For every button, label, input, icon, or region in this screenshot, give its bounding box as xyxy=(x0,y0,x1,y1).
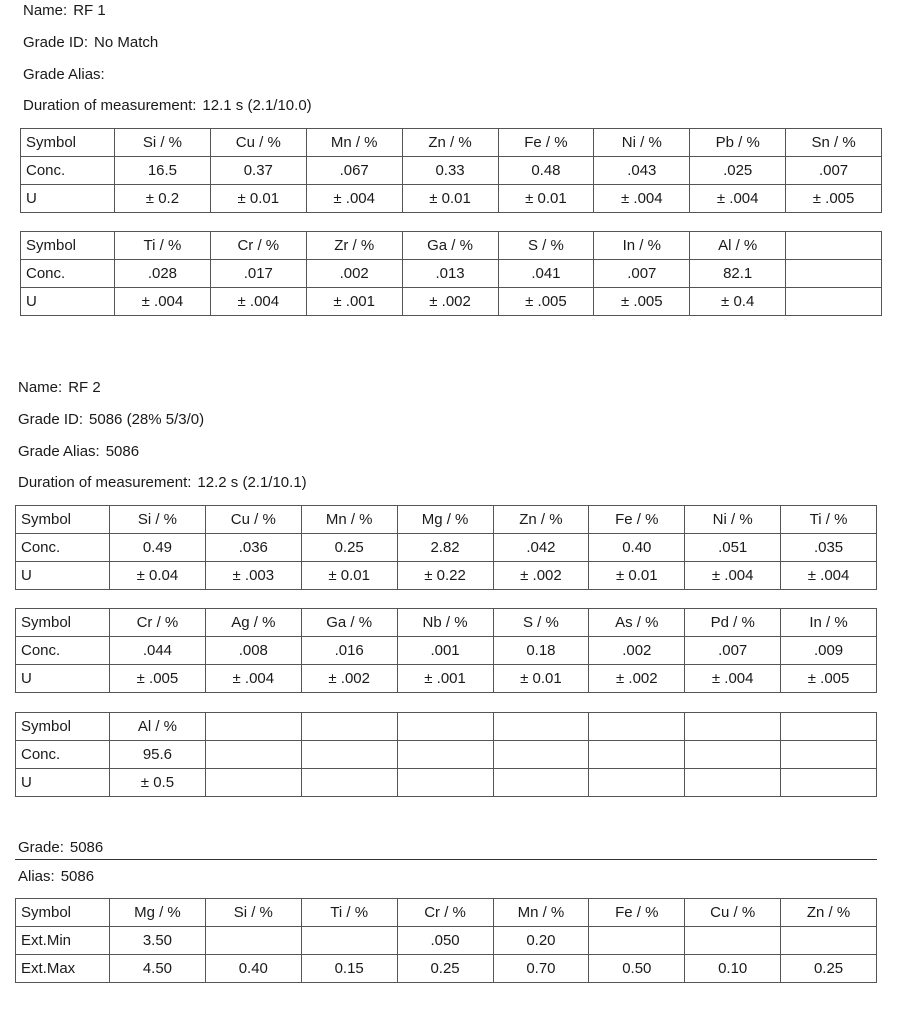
table-cell: 0.15 xyxy=(301,955,397,983)
table-cell: ± .002 xyxy=(589,665,685,693)
table-cell: Ga / % xyxy=(301,609,397,637)
table-cell xyxy=(301,769,397,797)
table-cell: .002 xyxy=(306,260,402,288)
table-row xyxy=(16,927,877,955)
table-cell xyxy=(493,713,589,741)
duration-value: 12.1 s (2.1/10.0) xyxy=(202,97,312,114)
table-cell: .009 xyxy=(781,637,877,665)
table-cell: Ni / % xyxy=(594,129,690,157)
rf2-results-table-1 xyxy=(15,505,877,590)
alias-label: Alias: xyxy=(18,868,55,885)
table-cell: U xyxy=(16,665,110,693)
table-cell: Conc. xyxy=(16,741,110,769)
table-cell: .007 xyxy=(594,260,690,288)
table-cell: 0.25 xyxy=(781,955,877,983)
grade-id-value: No Match xyxy=(94,34,159,51)
rf1-name-line xyxy=(23,2,106,19)
table-cell: .002 xyxy=(589,637,685,665)
table-row xyxy=(21,157,882,185)
table-cell: .016 xyxy=(301,637,397,665)
table-cell: U xyxy=(21,288,115,316)
table-cell: ± .004 xyxy=(210,288,306,316)
rf1-grade-line xyxy=(23,34,158,51)
table-cell: Ga / % xyxy=(402,232,498,260)
table-cell xyxy=(205,769,301,797)
table-cell: Al / % xyxy=(690,232,786,260)
table-cell: Al / % xyxy=(110,713,206,741)
name-label: Name: xyxy=(23,2,68,19)
table-cell: 4.50 xyxy=(110,955,206,983)
grade-id-label: Grade ID: xyxy=(18,411,84,428)
table-cell: ± .004 xyxy=(594,185,690,213)
table-cell: Pb / % xyxy=(690,129,786,157)
table-cell: Symbol xyxy=(21,232,115,260)
table-cell: 3.50 xyxy=(110,927,206,955)
table-cell: Pd / % xyxy=(685,609,781,637)
table-cell: Symbol xyxy=(16,506,110,534)
table-row xyxy=(16,637,877,665)
table-cell: .035 xyxy=(781,534,877,562)
table-cell: ± .005 xyxy=(594,288,690,316)
rf2-results-table-3 xyxy=(15,712,877,797)
table-cell: Cr / % xyxy=(397,899,493,927)
table-cell xyxy=(781,713,877,741)
table-cell: Si / % xyxy=(110,506,206,534)
table-cell xyxy=(397,769,493,797)
table-cell xyxy=(781,927,877,955)
table-cell: ± .003 xyxy=(205,562,301,590)
table-cell xyxy=(493,769,589,797)
table-cell: In / % xyxy=(594,232,690,260)
table-cell: Zn / % xyxy=(493,506,589,534)
table-cell: Ext.Max xyxy=(16,955,110,983)
table-cell: Cu / % xyxy=(205,506,301,534)
sample-name: RF 1 xyxy=(73,2,106,19)
table-cell: Fe / % xyxy=(589,506,685,534)
rf1-alias-line xyxy=(23,66,111,83)
table-cell: .025 xyxy=(690,157,786,185)
table-cell: ± 0.22 xyxy=(397,562,493,590)
name-label: Name: xyxy=(18,379,63,396)
duration-label: Duration of measurement: xyxy=(18,474,192,491)
table-cell: ± .004 xyxy=(690,185,786,213)
table-cell: 0.20 xyxy=(493,927,589,955)
table-cell: 0.40 xyxy=(205,955,301,983)
grade-alias-label: Grade Alias: xyxy=(18,443,100,460)
table-cell: .036 xyxy=(205,534,301,562)
table-cell xyxy=(205,741,301,769)
table-cell: .017 xyxy=(210,260,306,288)
table-row xyxy=(16,665,877,693)
table-cell xyxy=(781,769,877,797)
table-cell: .041 xyxy=(498,260,594,288)
table-cell: ± 0.01 xyxy=(402,185,498,213)
table-cell xyxy=(685,713,781,741)
table-cell xyxy=(685,741,781,769)
table-cell: .028 xyxy=(115,260,211,288)
table-cell: 82.1 xyxy=(690,260,786,288)
table-cell: Conc. xyxy=(21,157,115,185)
table-cell xyxy=(589,769,685,797)
table-cell: ± 0.4 xyxy=(690,288,786,316)
table-cell: ± .002 xyxy=(493,562,589,590)
grade-alias-value: 5086 xyxy=(105,443,140,460)
table-cell: .042 xyxy=(493,534,589,562)
table-cell: Mn / % xyxy=(493,899,589,927)
table-cell: Mn / % xyxy=(301,506,397,534)
table-cell: U xyxy=(16,769,110,797)
table-cell xyxy=(205,713,301,741)
grade-value: 5086 xyxy=(69,839,104,856)
table-cell: .067 xyxy=(306,157,402,185)
table-cell: ± .004 xyxy=(205,665,301,693)
table-cell: ± .004 xyxy=(306,185,402,213)
table-cell: ± 0.01 xyxy=(210,185,306,213)
table-cell xyxy=(589,741,685,769)
table-row xyxy=(16,534,877,562)
table-cell: ± .005 xyxy=(786,185,882,213)
table-cell: .044 xyxy=(110,637,206,665)
table-row xyxy=(16,955,877,983)
table-cell: Fe / % xyxy=(589,899,685,927)
table-cell: Cr / % xyxy=(210,232,306,260)
table-cell: Fe / % xyxy=(498,129,594,157)
table-cell: ± 0.01 xyxy=(493,665,589,693)
table-cell: Zr / % xyxy=(306,232,402,260)
table-cell: Si / % xyxy=(115,129,211,157)
grade-line xyxy=(18,839,103,856)
table-cell: .008 xyxy=(205,637,301,665)
alias-line xyxy=(18,868,94,885)
table-row xyxy=(16,713,877,741)
table-cell: Zn / % xyxy=(402,129,498,157)
table-cell: 0.25 xyxy=(397,955,493,983)
table-cell: ± .002 xyxy=(402,288,498,316)
table-cell: ± .001 xyxy=(306,288,402,316)
table-cell: Ti / % xyxy=(115,232,211,260)
table-row xyxy=(21,232,882,260)
table-cell xyxy=(397,741,493,769)
table-cell: ± 0.04 xyxy=(110,562,206,590)
table-cell: ± .004 xyxy=(115,288,211,316)
table-cell: As / % xyxy=(589,609,685,637)
table-cell: S / % xyxy=(498,232,594,260)
table-cell: 0.25 xyxy=(301,534,397,562)
duration-label: Duration of measurement: xyxy=(23,97,197,114)
table-cell: Ni / % xyxy=(685,506,781,534)
duration-value: 12.2 s (2.1/10.1) xyxy=(197,474,307,491)
table-cell: .001 xyxy=(397,637,493,665)
table-cell xyxy=(685,769,781,797)
rf2-grade-line xyxy=(18,411,204,428)
table-cell: Symbol xyxy=(16,609,110,637)
table-cell: 0.18 xyxy=(493,637,589,665)
table-cell: In / % xyxy=(781,609,877,637)
table-cell xyxy=(589,713,685,741)
table-cell xyxy=(493,741,589,769)
grade-divider xyxy=(15,859,877,860)
table-cell xyxy=(397,713,493,741)
table-row xyxy=(16,506,877,534)
table-cell xyxy=(301,713,397,741)
table-cell: 0.33 xyxy=(402,157,498,185)
table-row xyxy=(16,899,877,927)
table-cell xyxy=(205,927,301,955)
table-row xyxy=(21,288,882,316)
table-cell: .043 xyxy=(594,157,690,185)
table-cell: Symbol xyxy=(21,129,115,157)
rf1-results-table-1 xyxy=(20,128,882,213)
table-cell: ± .005 xyxy=(498,288,594,316)
table-cell xyxy=(786,232,882,260)
table-cell: ± 0.01 xyxy=(589,562,685,590)
table-cell: 0.50 xyxy=(589,955,685,983)
table-cell: 95.6 xyxy=(110,741,206,769)
table-cell: Cu / % xyxy=(210,129,306,157)
table-cell: Mg / % xyxy=(110,899,206,927)
table-cell xyxy=(589,927,685,955)
table-cell: Ti / % xyxy=(301,899,397,927)
table-cell xyxy=(781,741,877,769)
table-cell: ± .004 xyxy=(685,665,781,693)
table-cell: .007 xyxy=(786,157,882,185)
sample-name: RF 2 xyxy=(68,379,101,396)
table-cell: Conc. xyxy=(21,260,115,288)
table-cell: 0.40 xyxy=(589,534,685,562)
grade-id-label: Grade ID: xyxy=(23,34,89,51)
table-cell: Symbol xyxy=(16,899,110,927)
table-cell xyxy=(301,927,397,955)
table-cell: 0.10 xyxy=(685,955,781,983)
grade-label: Grade: xyxy=(18,839,64,856)
table-cell: U xyxy=(21,185,115,213)
table-cell: .050 xyxy=(397,927,493,955)
table-cell: Ag / % xyxy=(205,609,301,637)
table-cell: .013 xyxy=(402,260,498,288)
grade-spec-table xyxy=(15,898,877,983)
table-cell: ± 0.5 xyxy=(110,769,206,797)
table-cell xyxy=(685,927,781,955)
table-row xyxy=(21,185,882,213)
table-cell: Sn / % xyxy=(786,129,882,157)
table-cell xyxy=(786,288,882,316)
table-row xyxy=(16,741,877,769)
grade-id-value: 5086 (28% 5/3/0) xyxy=(89,411,205,428)
table-cell: 16.5 xyxy=(115,157,211,185)
table-cell: 0.37 xyxy=(210,157,306,185)
table-cell: Ti / % xyxy=(781,506,877,534)
rf2-duration-line xyxy=(18,474,307,491)
table-cell: .051 xyxy=(685,534,781,562)
table-row xyxy=(16,562,877,590)
table-row xyxy=(21,260,882,288)
table-cell: .007 xyxy=(685,637,781,665)
table-cell: Si / % xyxy=(205,899,301,927)
table-cell: Mn / % xyxy=(306,129,402,157)
table-cell: Nb / % xyxy=(397,609,493,637)
table-row xyxy=(21,129,882,157)
table-cell: ± .005 xyxy=(110,665,206,693)
table-cell: ± .005 xyxy=(781,665,877,693)
rf1-results-table-2 xyxy=(20,231,882,316)
rf1-duration-line xyxy=(23,97,312,114)
table-cell: Zn / % xyxy=(781,899,877,927)
table-cell xyxy=(786,260,882,288)
table-cell: S / % xyxy=(493,609,589,637)
table-row xyxy=(16,769,877,797)
table-cell: Conc. xyxy=(16,637,110,665)
table-cell: Conc. xyxy=(16,534,110,562)
table-cell: ± 0.2 xyxy=(115,185,211,213)
table-cell: 0.70 xyxy=(493,955,589,983)
table-cell: Mg / % xyxy=(397,506,493,534)
table-cell: Cu / % xyxy=(685,899,781,927)
table-cell: ± .004 xyxy=(685,562,781,590)
table-cell: 0.48 xyxy=(498,157,594,185)
table-cell: Ext.Min xyxy=(16,927,110,955)
table-cell: ± .001 xyxy=(397,665,493,693)
table-cell: ± 0.01 xyxy=(498,185,594,213)
table-cell xyxy=(301,741,397,769)
rf2-results-table-2 xyxy=(15,608,877,693)
table-row xyxy=(16,609,877,637)
table-cell: 0.49 xyxy=(110,534,206,562)
table-cell: ± 0.01 xyxy=(301,562,397,590)
table-cell: ± .002 xyxy=(301,665,397,693)
table-cell: U xyxy=(16,562,110,590)
rf2-name-line xyxy=(18,379,101,396)
table-cell: 2.82 xyxy=(397,534,493,562)
rf2-alias-line xyxy=(18,443,139,460)
table-cell: Cr / % xyxy=(110,609,206,637)
grade-alias-label: Grade Alias: xyxy=(23,66,105,83)
table-cell: ± .004 xyxy=(781,562,877,590)
table-cell: Symbol xyxy=(16,713,110,741)
alias-value: 5086 xyxy=(60,868,95,885)
